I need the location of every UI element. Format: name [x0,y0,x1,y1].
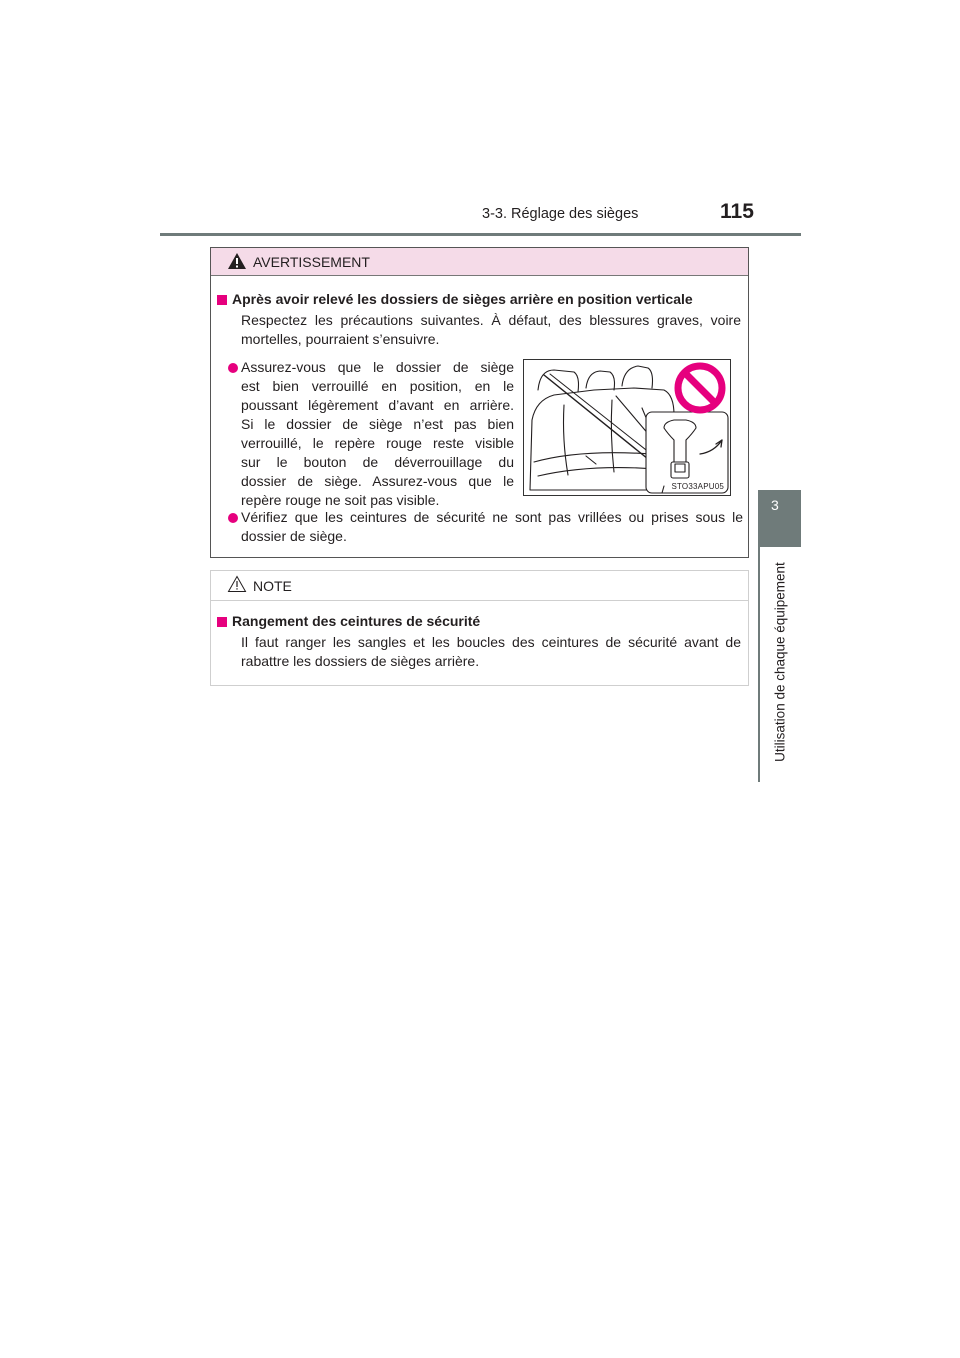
figure-code: STO33APU05 [671,482,724,491]
rear-seat-drawing [524,360,730,495]
warning-bullet-1: Assurez-vous que le dossier de siège est bien verrouillé en position, en le poussant légèrement d’avant en arrière. Si le dossier de siège n’est pas bien verrouillé, le repère rouge reste visible sur le bouton de déverrouillage du dossier de siège. Assurez-vous que le repère rouge ne soit pas visible. [241,359,514,508]
note-box [210,570,749,686]
chapter-label: Utilisation de chaque équipement [772,562,788,762]
square-bullet-icon [217,617,227,627]
warning-triangle-icon [227,252,247,275]
warning-title: AVERTISSEMENT [253,254,370,270]
header-divider [160,233,801,236]
chapter-tab [758,490,801,547]
warning-intro: Respectez les précautions suivantes. À défaut, des blessures graves, voire mortelles, pourraient s’ensuivre. [241,312,741,347]
note-heading: Rangement des ceintures de sécurité [232,613,481,629]
note-body: Il faut ranger les sangles et les boucles des ceintures de sécurité avant de rabattre les dossiers de sièges arrière. [241,634,741,669]
warning-header [211,248,748,276]
caution-triangle-icon [227,575,247,598]
chapter-tab-rule [758,547,760,782]
warning-box [210,247,749,558]
chapter-number: 3 [771,497,779,513]
section-title: 3-3. Réglage des sièges [482,206,639,222]
square-bullet-icon [217,295,227,305]
round-bullet-icon [228,363,238,373]
note-header [211,571,748,601]
note-title: NOTE [253,578,292,594]
warning-heading: Après avoir relevé les dossiers de sièges arrière en position verticale [232,291,693,307]
round-bullet-icon [228,513,238,523]
page-number: 115 [720,200,754,223]
warning-bullet-2: Vérifiez que les ceintures de sécurité ne sont pas vrillées ou prises sous le dossier de siège. [241,509,743,544]
rear-seat-illustration [523,359,731,496]
